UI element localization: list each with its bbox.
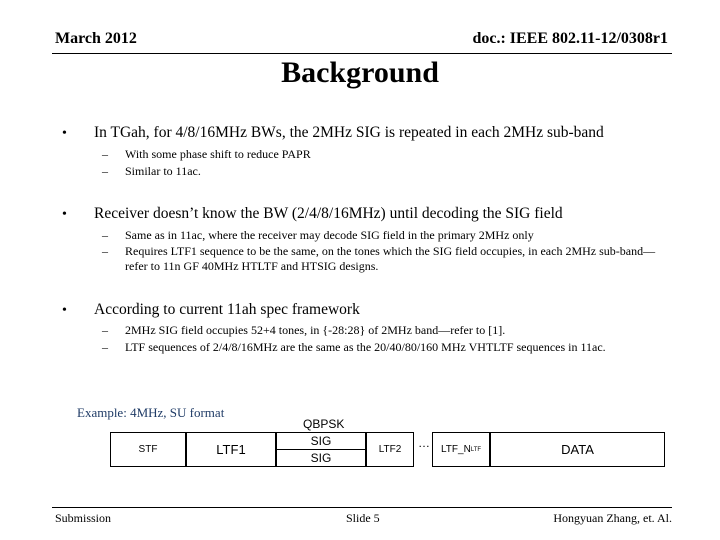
footer-submission: Submission [55, 511, 112, 525]
dash-marker: – [102, 323, 108, 337]
ltf2-label: LTF2 [378, 444, 402, 455]
dash-marker: – [102, 164, 108, 178]
sub-bullet-text: 2MHz SIG field occupies 52+4 tones, in {-28:28} of 2MHz band—refer to [1]. [125, 323, 506, 337]
stf-field [110, 432, 186, 467]
sig-field-bottom [276, 449, 366, 467]
dash-marker: – [102, 147, 108, 161]
ellipsis-label: … [418, 436, 430, 450]
data-label: DATA [561, 442, 594, 457]
diagram-caption: Example: 4MHz, SU format [77, 405, 225, 420]
sub-bullet-text: Similar to 11ac. [125, 164, 201, 178]
sig-bottom-label: SIG [310, 451, 332, 465]
header-rule [52, 53, 672, 54]
sub-bullet-text: With some phase shift to reduce PAPR [125, 147, 311, 161]
footer-author: Hongyuan Zhang, et. Al. [553, 511, 672, 525]
header-date: March 2012 [55, 30, 137, 47]
sub-bullet-text: Requires LTF1 sequence to be the same, on the tones which the SIG field occupies, in each 2MHz sub-band—refer to 11n GF 40MHz HTLTF and HTSIG designs. [125, 244, 656, 273]
bullet-marker: • [62, 207, 67, 222]
bullet-marker: • [62, 126, 67, 141]
qbpsk-label: QBPSK [303, 417, 345, 431]
sub-bullet-text: Same as in 11ac, where the receiver may decode SIG field in the primary 2MHz only [125, 228, 534, 242]
ltf-n-subscript: LTF [470, 446, 482, 453]
bullet-text: According to current 11ah spec framework [94, 301, 360, 318]
dash-marker: – [102, 340, 108, 354]
bullet-text: Receiver doesn’t know the BW (2/4/8/16MHz) until decoding the SIG field [94, 205, 563, 222]
dash-marker: – [102, 228, 108, 242]
ltf2-field [366, 432, 414, 467]
ltf-n-field [432, 432, 490, 467]
footer-slide-number: Slide 5 [346, 511, 380, 525]
sub-bullet-text: LTF sequences of 2/4/8/16MHz are the same as the 20/40/80/160 MHz VHTLTF sequences in 11ac. [125, 340, 606, 354]
slide-title: Background [281, 56, 439, 89]
footer-rule [52, 507, 672, 508]
ltf1-label: LTF1 [216, 442, 246, 457]
stf-label: STF [138, 444, 158, 455]
bullet-text: In TGah, for 4/8/16MHz BWs, the 2MHz SIG is repeated in each 2MHz sub-band [94, 124, 604, 141]
sig-field-top [276, 432, 366, 450]
dash-marker: – [102, 244, 108, 258]
ltf1-field [186, 432, 276, 467]
ltf-n-label: LTF_N [440, 444, 471, 455]
header-doc-id: doc.: IEEE 802.11-12/0308r1 [472, 30, 668, 47]
data-field [490, 432, 665, 467]
bullet-marker: • [62, 303, 67, 318]
sig-top-label: SIG [310, 434, 332, 448]
